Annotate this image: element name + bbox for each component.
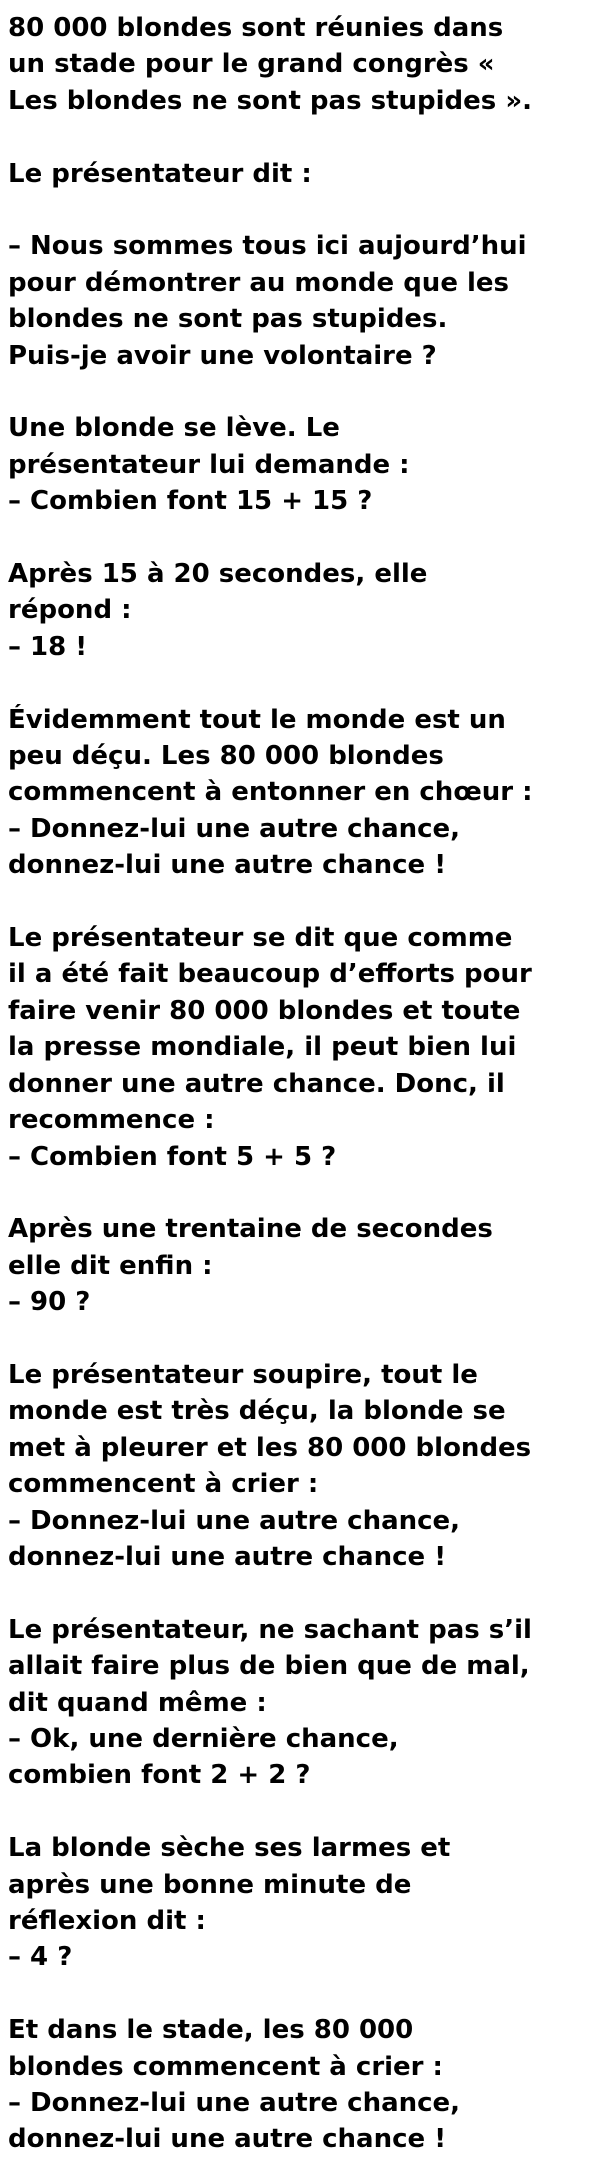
paragraph-third-question: Le présentateur, ne sachant pas s’il allait faire plus de bien que de mal, dit quand même : – Ok, une dernière chance, combien font 2 + 2 ? — [8, 1614, 532, 1791]
paragraph-intro: 80 000 blondes sont réunies dans un stade pour le grand congrès « Les blondes ne sont pas stupides ». — [8, 13, 532, 116]
paragraph-first-chant: Évidemment tout le monde est un peu déçu. Les 80 000 blondes commencent à entonner en chœur : – Donnez-lui une autre chance, donnez-lui une autre chance ! — [8, 704, 533, 881]
paragraph-third-answer: La blonde sèche ses larmes et après une bonne minute de réflexion dit : – 4 ? — [8, 1833, 451, 1973]
paragraph-second-answer: Après une trentaine de secondes elle dit enfin : – 90 ? — [8, 1214, 493, 1318]
paragraph-first-answer: Après 15 à 20 secondes, elle répond : – 18 ! — [8, 559, 428, 662]
paragraph-first-question: Une blonde se lève. Le présentateur lui demande : – Combien font 15 + 15 ? — [8, 413, 410, 517]
paragraph-presenter-says: Le présentateur dit : — [8, 158, 312, 189]
paragraph-second-chant: Le présentateur soupire, tout le monde est très déçu, la blonde se met à pleurer et les 80 000 blondes commencent à crier : – Donnez-lui une autre chance, donnez-lui une autre chance ! — [8, 1359, 532, 1572]
paragraph-presenter-speech: – Nous sommes tous ici aujourd’hui pour démontrer au monde que les blondes ne sont pas stupides. Puis-je avoir une volontaire ? — [8, 231, 527, 371]
paragraph-final-chant: Et dans le stade, les 80 000 blondes commencent à crier : – Donnez-lui une autre chance, donnez-lui une autre chance ! — [8, 2015, 461, 2155]
paragraph-second-question: Le présentateur se dit que comme il a été fait beaucoup d’efforts pour faire venir 80 000 blondes et toute la presse mondiale, il peut bien lui donner une autre chance. Donc, il recommence : – Combien font 5 + 5 ? — [8, 923, 532, 1172]
